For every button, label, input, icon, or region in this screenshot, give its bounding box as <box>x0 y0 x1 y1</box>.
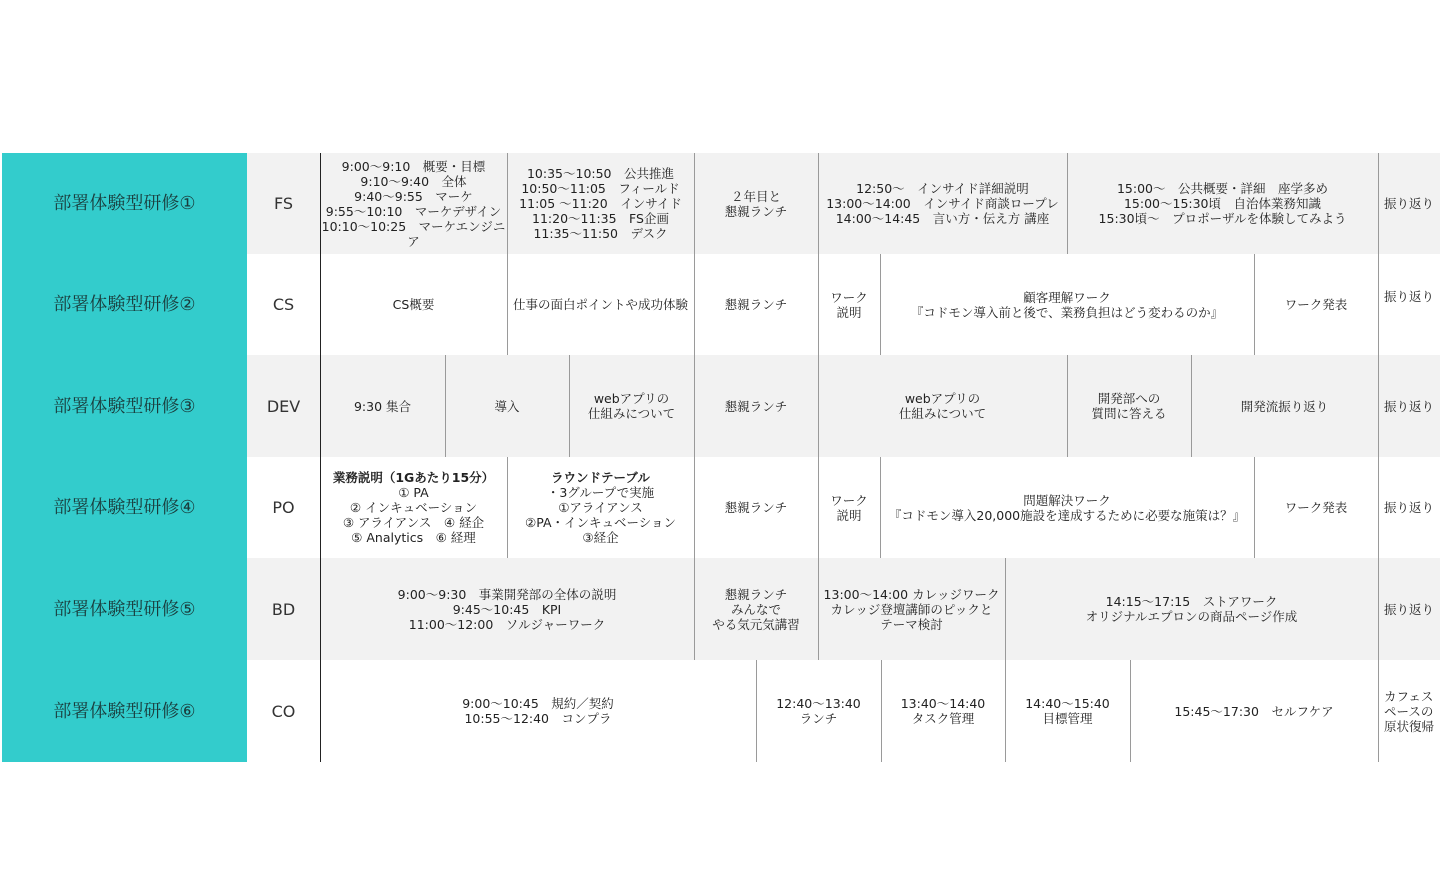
grid-line <box>1005 660 1006 762</box>
grid-line <box>320 558 321 660</box>
grid-line <box>445 355 446 457</box>
grid-line <box>320 254 321 355</box>
grid-line <box>320 355 321 457</box>
grid-line <box>1067 355 1068 457</box>
grid-line <box>1254 457 1255 558</box>
review-cell: 振り返り <box>1378 558 1440 660</box>
review-cell: 振り返り <box>1378 254 1440 355</box>
cell-heading: ラウンドテーブル <box>551 470 650 485</box>
grid-line <box>320 457 321 558</box>
schedule-cell: 顧客理解ワーク 『コドモン導入前と後で、業務負担はどう変わるのか』 <box>880 254 1254 355</box>
grid-line <box>320 153 321 254</box>
grid-line <box>818 153 819 254</box>
grid-line <box>694 457 695 558</box>
grid-line <box>320 660 321 762</box>
grid-line <box>1130 660 1131 762</box>
grid-line <box>694 355 695 457</box>
grid-line <box>1191 355 1192 457</box>
grid-line <box>1378 457 1379 558</box>
schedule-cell: 15:45～17:30 セルフケア <box>1130 660 1378 762</box>
schedule-cell: 開発流振り返り <box>1191 355 1378 457</box>
schedule-cell: CS概要 <box>320 254 507 355</box>
dept-code: BD <box>247 558 320 660</box>
schedule-cell: 導入 <box>445 355 569 457</box>
schedule-table <box>2 153 1440 762</box>
dept-code: FS <box>247 153 320 254</box>
schedule-cell: ワーク発表 <box>1254 254 1378 355</box>
grid-line <box>507 457 508 558</box>
schedule-cell <box>320 457 507 558</box>
schedule-cell: 15:00～ 公共概要・詳細 座学多め 15:00～15:30頃 自治体業務知識 15:30頃～ プロポーザルを体験してみよう <box>1067 153 1378 254</box>
lunch-cell: 懇親ランチ <box>694 355 818 457</box>
schedule-cell: ワーク 説明 <box>818 254 880 355</box>
grid-line <box>1378 355 1379 457</box>
row-label: 部署体験型研修⑤ <box>2 558 247 660</box>
schedule-cell: 14:40～15:40 目標管理 <box>1005 660 1130 762</box>
cell-body: ① PA ② インキュベーション ③ アライアンス ④ 経企 ⑤ Analytics ⑥ 経理 <box>342 485 485 545</box>
row-label: 部署体験型研修⑥ <box>2 660 247 762</box>
grid-line <box>1378 254 1379 355</box>
schedule-cell: 12:50～ インサイド詳細説明 13:00～14:00 インサイド商談ロープレ 14:00～14:45 言い方・伝え方 講座 <box>818 153 1067 254</box>
grid-line <box>694 153 695 254</box>
grid-line <box>1378 660 1379 762</box>
dept-code: DEV <box>247 355 320 457</box>
schedule-cell: 9:00～10:45 規約／契約 10:55～12:40 コンプラ <box>320 660 756 762</box>
schedule-cell: 9:30 集合 <box>320 355 445 457</box>
schedule-cell: webアプリの 仕組みについて <box>569 355 694 457</box>
review-cell: 振り返り <box>1378 457 1440 558</box>
schedule-cell: 9:00～9:10 概要・目標 9:10～9:40 全体 9:40～9:55 マーケ 9:55～10:10 マーケデザイン 10:10～10:25 マーケエンジニア <box>320 153 507 254</box>
grid-line <box>1254 254 1255 355</box>
lunch-cell: 懇親ランチ <box>694 254 818 355</box>
dept-code: CS <box>247 254 320 355</box>
schedule-cell: 仕事の面白ポイントや成功体験 <box>507 254 694 355</box>
grid-line <box>818 254 819 355</box>
grid-line <box>507 153 508 254</box>
grid-line <box>507 254 508 355</box>
grid-line <box>1067 153 1068 254</box>
lunch-cell: ２年目と 懇親ランチ <box>694 153 818 254</box>
schedule-cell: 13:40～14:40 タスク管理 <box>881 660 1005 762</box>
grid-line <box>756 660 757 762</box>
lunch-cell: 懇親ランチ <box>694 457 818 558</box>
grid-line <box>1378 153 1379 254</box>
review-cell: 振り返り <box>1378 355 1440 457</box>
grid-line <box>880 254 881 355</box>
grid-line <box>818 355 819 457</box>
review-cell: 振り返り <box>1378 153 1440 254</box>
cell-body: ・3グループで実施 ①アライアンス ②PA・インキュベーション ③経企 <box>525 485 676 545</box>
dept-code: CO <box>247 660 320 762</box>
schedule-cell: 開発部への 質問に答える <box>1067 355 1191 457</box>
dept-code: PO <box>247 457 320 558</box>
row-label: 部署体験型研修① <box>2 153 247 254</box>
grid-line <box>1005 558 1006 660</box>
row-label: 部署体験型研修③ <box>2 355 247 457</box>
row-label: 部署体験型研修② <box>2 254 247 355</box>
lunch-cell: 懇親ランチ みんなで やる気元気講習 <box>694 558 818 660</box>
schedule-cell: 問題解決ワーク 『コドモン導入20,000施設を達成するために必要な施策は？』 <box>880 457 1254 558</box>
schedule-cell: 9:00～9:30 事業開発部の全体の説明 9:45～10:45 KPI 11:00～12:00 ソルジャーワーク <box>320 558 694 660</box>
schedule-cell: 13:00～14:00 カレッジワーク カレッジ登壇講師のピックと テーマ検討 <box>818 558 1005 660</box>
schedule-cell <box>507 457 694 558</box>
grid-line <box>694 558 695 660</box>
cell-heading: 業務説明（1Gあたり15分） <box>332 470 495 485</box>
schedule-cell: webアプリの 仕組みについて <box>818 355 1067 457</box>
grid-line <box>881 660 882 762</box>
schedule-cell: 14:15～17:15 ストアワーク オリジナルエプロンの商品ページ作成 <box>1005 558 1378 660</box>
schedule-cell: ワーク 説明 <box>818 457 880 558</box>
review-cell: カフェス ペースの 原状復帰 <box>1378 660 1440 762</box>
grid-line <box>569 355 570 457</box>
grid-line <box>694 254 695 355</box>
grid-line <box>818 457 819 558</box>
grid-line <box>880 457 881 558</box>
grid-line <box>818 558 819 660</box>
schedule-cell: ワーク発表 <box>1254 457 1378 558</box>
row-label: 部署体験型研修④ <box>2 457 247 558</box>
grid-line <box>1378 558 1379 660</box>
schedule-cell: 10:35～10:50 公共推進 10:50～11:05 フィールド 11:05 ～11:20 インサイド 11:20～11:35 FS企画 11:35～11:50 デスク <box>507 153 694 254</box>
lunch-cell: 12:40～13:40 ランチ <box>756 660 881 762</box>
